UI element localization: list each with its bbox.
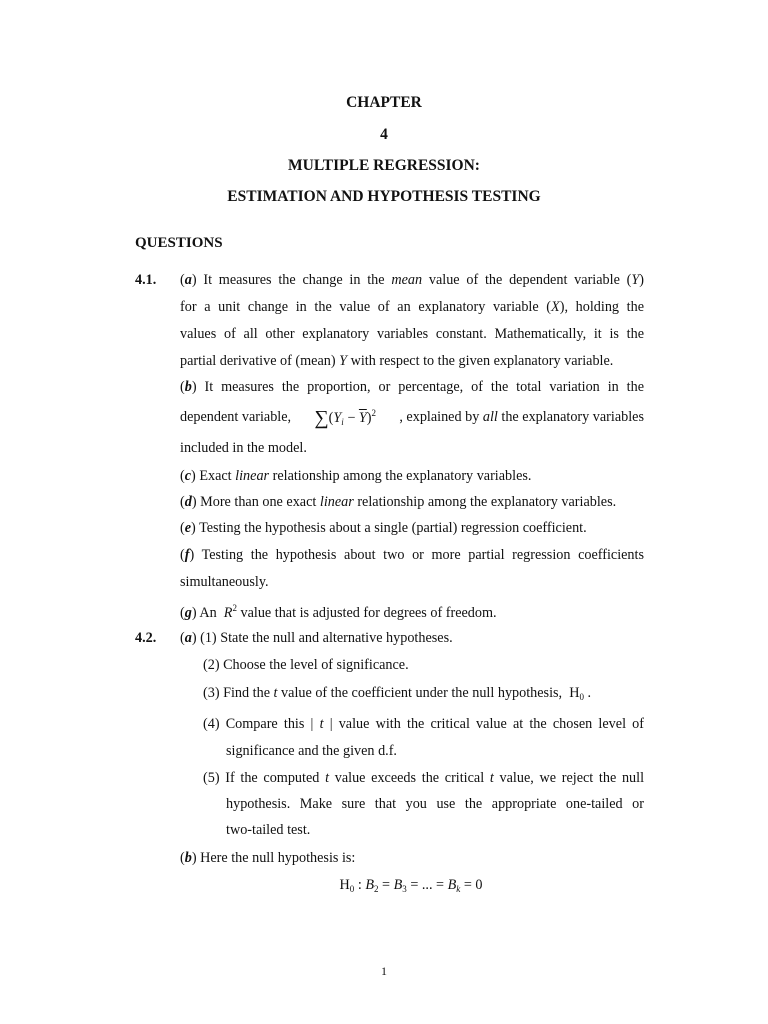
- chapter-title-line1: MULTIPLE REGRESSION:: [288, 157, 480, 174]
- q42-a-step4-line1: (4) Compare this | t | value with the critical value at the chosen level of: [203, 716, 644, 732]
- q41-a-line2: for a unit change in the value of an explanatory variable (X), holding the: [180, 299, 644, 315]
- q41-b-line2: dependent variable, ∑ $(Y_i - \overline{Y})^2$ , explained by all the explanatory variables: [180, 406, 644, 429]
- question-number-4-1: 4.1.: [135, 272, 157, 288]
- q42-a-step5-line1: (5) If the computed t value exceeds the critical t value, we reject the null: [203, 770, 645, 786]
- q42-a-step5-line3: two-tailed test.: [226, 822, 311, 838]
- q41-f-line1: (f) Testing the hypothesis about two or more partial regression coefficients: [180, 547, 644, 563]
- q42-a-step2: (2) Choose the level of significance.: [203, 657, 409, 673]
- q41-a-line3: values of all other explanatory variables constant. Mathematically, it is the: [180, 326, 644, 342]
- q41-g: (g) An $R^2$ value that is adjusted for degrees of freedom.: [180, 603, 497, 621]
- q41-e: (e) Testing the hypothesis about a single (partial) regression coefficient.: [180, 520, 587, 536]
- q41-a-line1: (a) It measures the change in the mean value of the dependent variable (Y): [180, 272, 644, 288]
- q42-a-step5-line2: hypothesis. Make sure that you use the appropriate one-tailed or: [226, 796, 644, 812]
- q41-f-line2: simultaneously.: [180, 574, 269, 590]
- q42-b-text: (b) Here the null hypothesis is:: [180, 850, 356, 866]
- section-heading: QUESTIONS: [135, 235, 223, 251]
- q42-a-step1: (a) (1) State the null and alternative hypotheses.: [180, 630, 453, 646]
- q42-a-step4-line2: significance and the given d.f.: [226, 743, 397, 759]
- null-hypothesis-formula: $H_0$ : $B_2 = B_3$ = ... = $B_k = 0$: [339, 877, 483, 894]
- q41-a-line4: partial derivative of (mean) Y with respect to the given explanatory variable.: [180, 353, 614, 369]
- q41-b-line1: (b) It measures the proportion, or percentage, of the total variation in the: [180, 379, 644, 395]
- q41-c: (c) Exact linear relationship among the explanatory variables.: [180, 468, 532, 484]
- q42-a-step3: (3) Find the t value of the coefficient under the null hypothesis, $H_0$ .: [203, 685, 592, 702]
- sum-of-squares-formula: ∑ $(Y_i - \overline{Y})^2$: [314, 406, 377, 429]
- q41-b-line3: included in the model.: [180, 440, 307, 456]
- q41-d: (d) More than one exact linear relationship among the explanatory variables.: [180, 494, 617, 510]
- question-number-4-2: 4.2.: [135, 630, 157, 646]
- chapter-label: CHAPTER: [346, 94, 422, 111]
- page-number: 1: [381, 964, 387, 978]
- chapter-number: 4: [380, 126, 388, 143]
- chapter-title-line2: ESTIMATION AND HYPOTHESIS TESTING: [227, 188, 541, 205]
